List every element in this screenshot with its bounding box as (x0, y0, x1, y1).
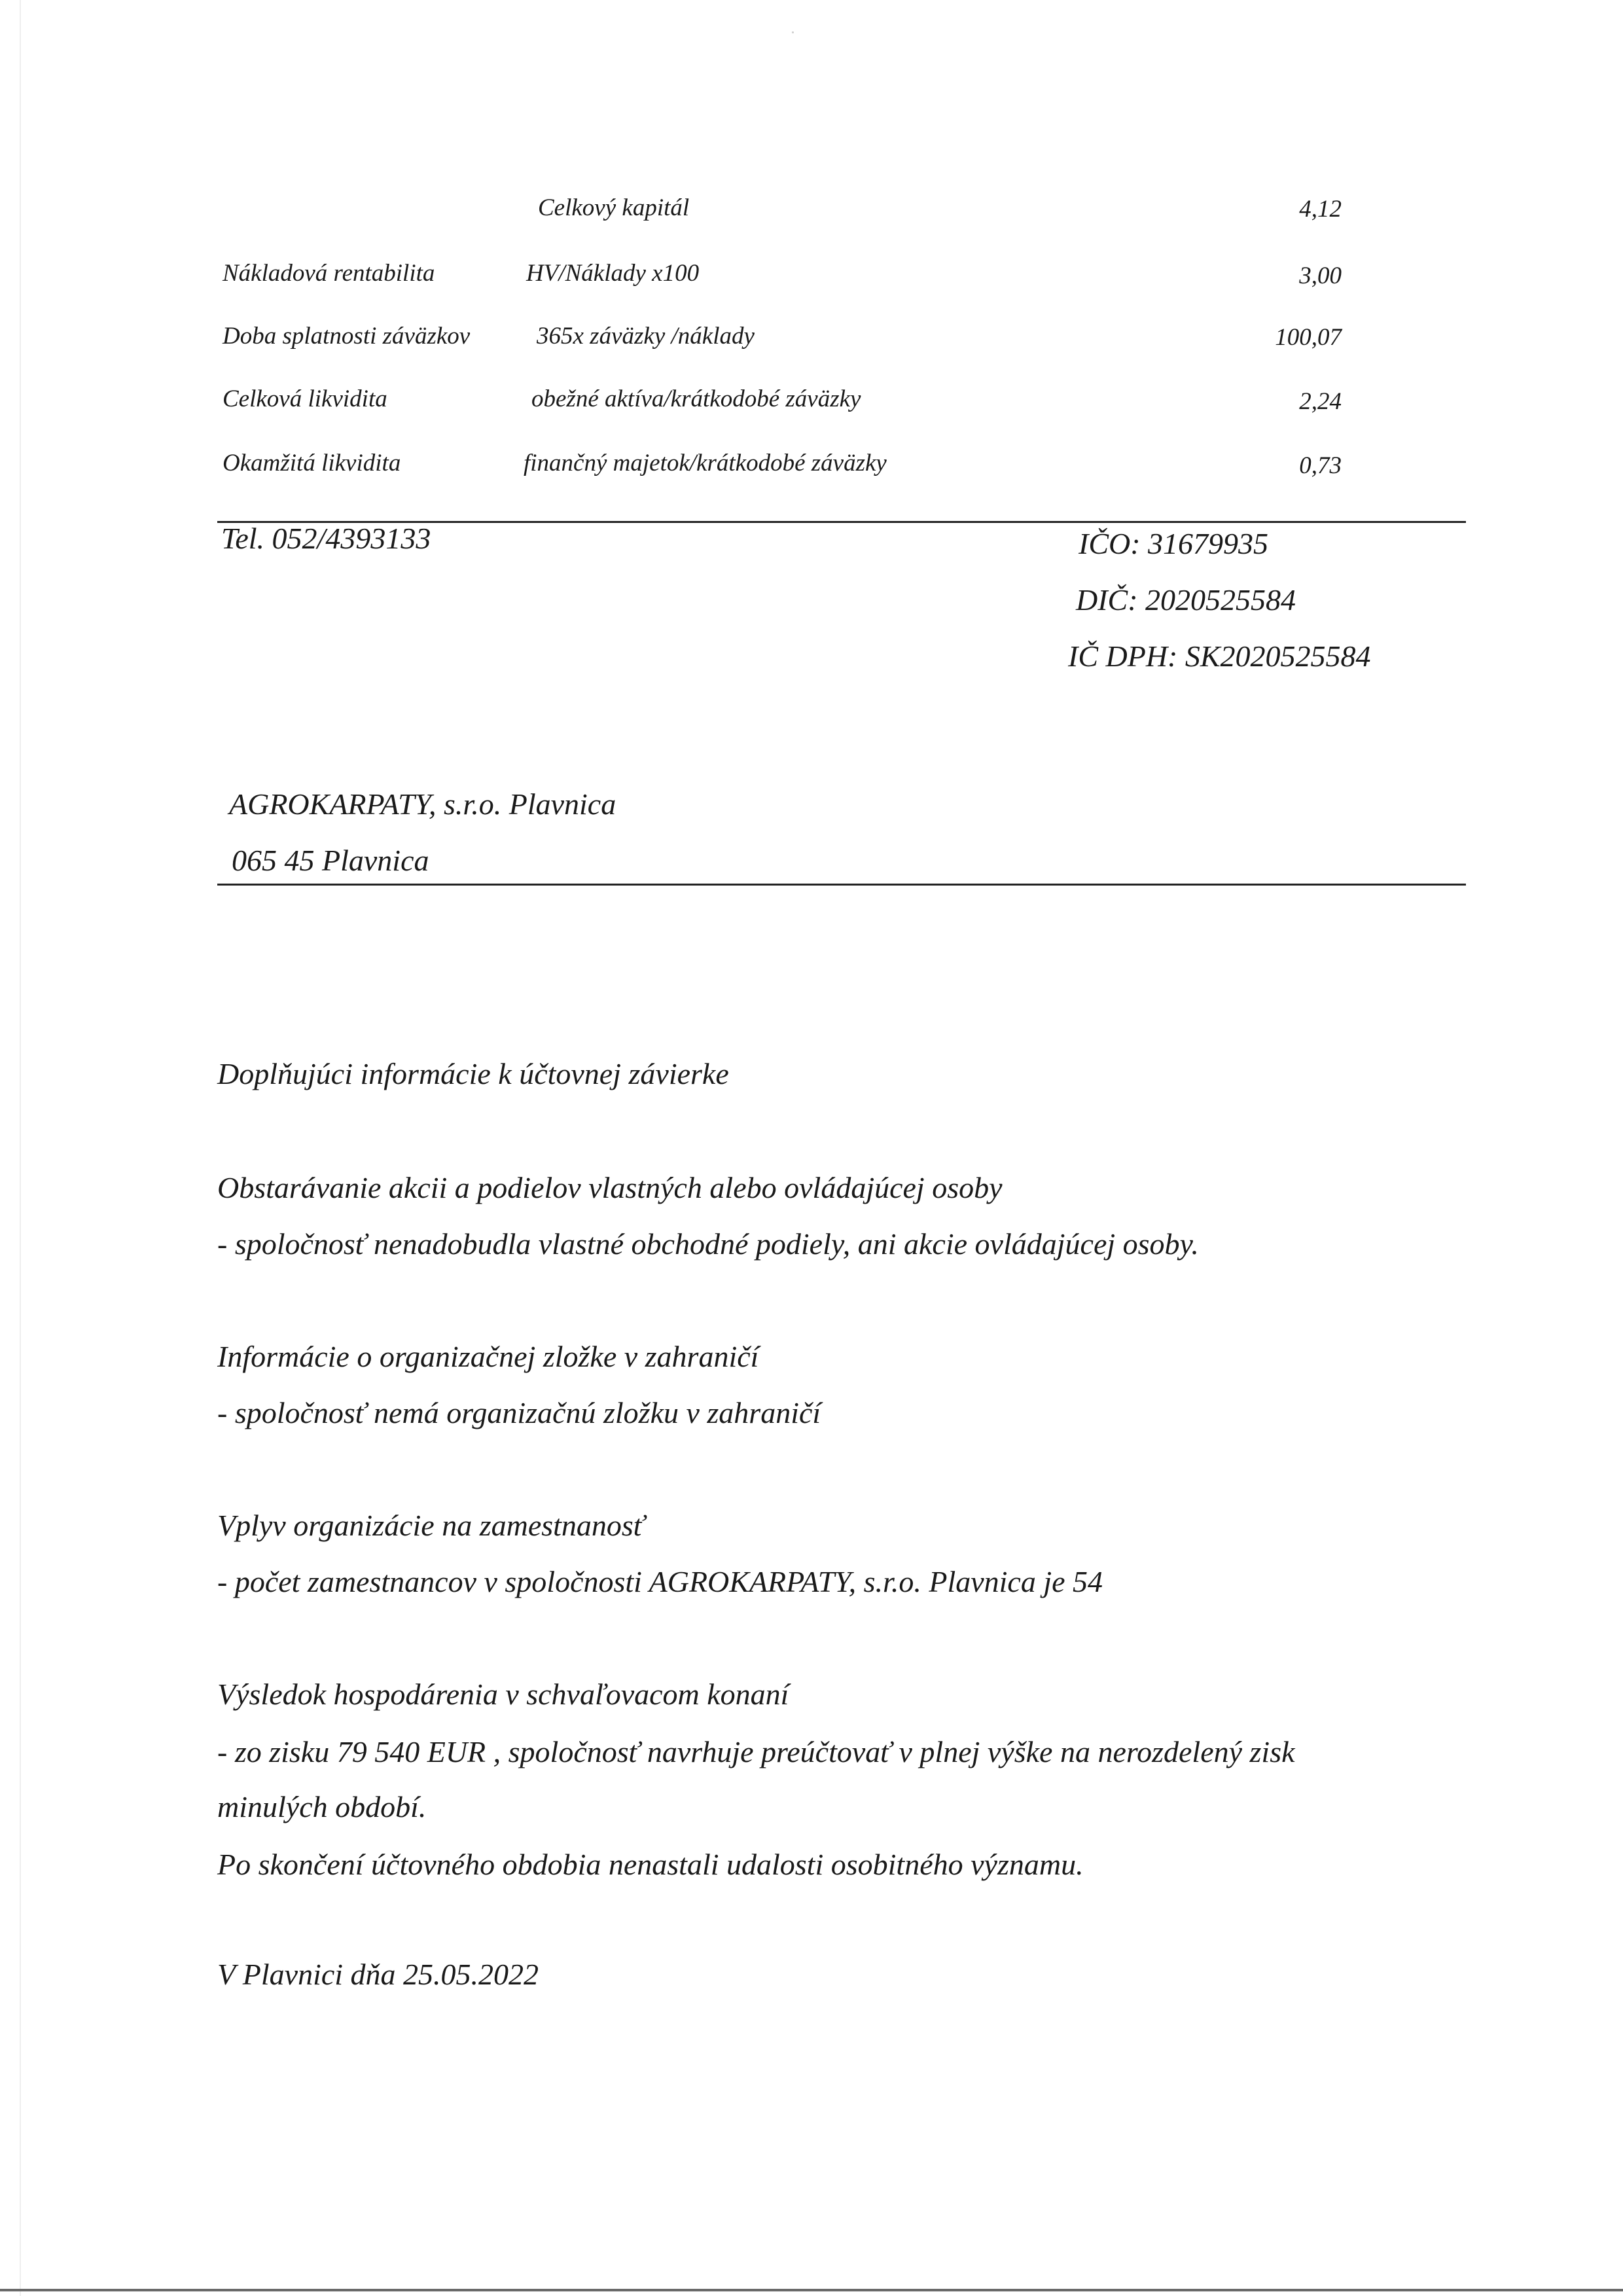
document-title: Doplňujúci informácie k účtovnej závierke (217, 1057, 729, 1090)
section-text: - počet zamestnancov v spoločnosti AGROKARPATY, s.r.o. Plavnica je 54 (217, 1565, 1103, 1598)
ico-number: IČO: 31679935 (1079, 527, 1269, 560)
section-heading: Výsledok hospodárenia v schvaľovacom konaní (217, 1677, 789, 1711)
ratio-value: 100,07 (1275, 324, 1342, 351)
scan-speck (792, 31, 794, 33)
section-text: minulých období. (217, 1790, 427, 1823)
scan-edge (20, 0, 21, 2296)
ratio-formula: 365x záväzky /náklady (537, 323, 755, 350)
company-name: AGROKARPATY, s.r.o. Plavnica (229, 787, 616, 821)
section-heading: Informácie o organizačnej zložke v zahraničí (217, 1340, 759, 1373)
ratio-formula: HV/Náklady x100 (526, 260, 700, 287)
ratio-value: 3,00 (1299, 262, 1342, 289)
ratio-formula: Celkový kapitál (538, 194, 690, 221)
ratio-formula: finančný majetok/krátkodobé záväzky (524, 450, 887, 476)
section-text: - spoločnosť nenadobudla vlastné obchodné podiely, ani akcie ovládajúcej osoby. (217, 1227, 1199, 1261)
icdph-number: IČ DPH: SK2020525584 (1068, 639, 1371, 673)
ratio-formula: obežné aktíva/krátkodobé záväzky (531, 386, 861, 412)
phone-number: Tel. 052/4393133 (221, 522, 431, 555)
section-text: Po skončení účtovného obdobia nenastali udalosti osobitného významu. (217, 1848, 1084, 1881)
ratio-value: 0,73 (1299, 452, 1342, 479)
company-bottom-rule (217, 884, 1466, 886)
ratio-value: 4,12 (1299, 196, 1342, 223)
closing-date-line: V Plavnici dňa 25.05.2022 (217, 1958, 539, 1991)
dic-number: DIČ: 2020525584 (1076, 583, 1296, 617)
scan-bottom-edge (0, 2289, 1623, 2291)
section-text: - zo zisku 79 540 EUR , spoločnosť navrhuje preúčtovať v plnej výške na nerozdelený zisk (217, 1735, 1295, 1768)
section-text: - spoločnosť nemá organizačnú zložku v zahraničí (217, 1396, 821, 1429)
section-heading: Vplyv organizácie na zamestnanosť (217, 1509, 645, 1542)
ratio-name: Celková likvidita (223, 386, 387, 412)
section-heading: Obstarávanie akcii a podielov vlastných alebo ovládajúcej osoby (217, 1171, 1003, 1204)
ratio-name: Nákladová rentabilita (223, 260, 435, 287)
company-address: 065 45 Plavnica (232, 844, 429, 877)
ratio-value: 2,24 (1299, 388, 1342, 415)
ratio-name: Doba splatnosti záväzkov (223, 323, 471, 350)
ratio-name: Okamžitá likvidita (223, 450, 401, 476)
